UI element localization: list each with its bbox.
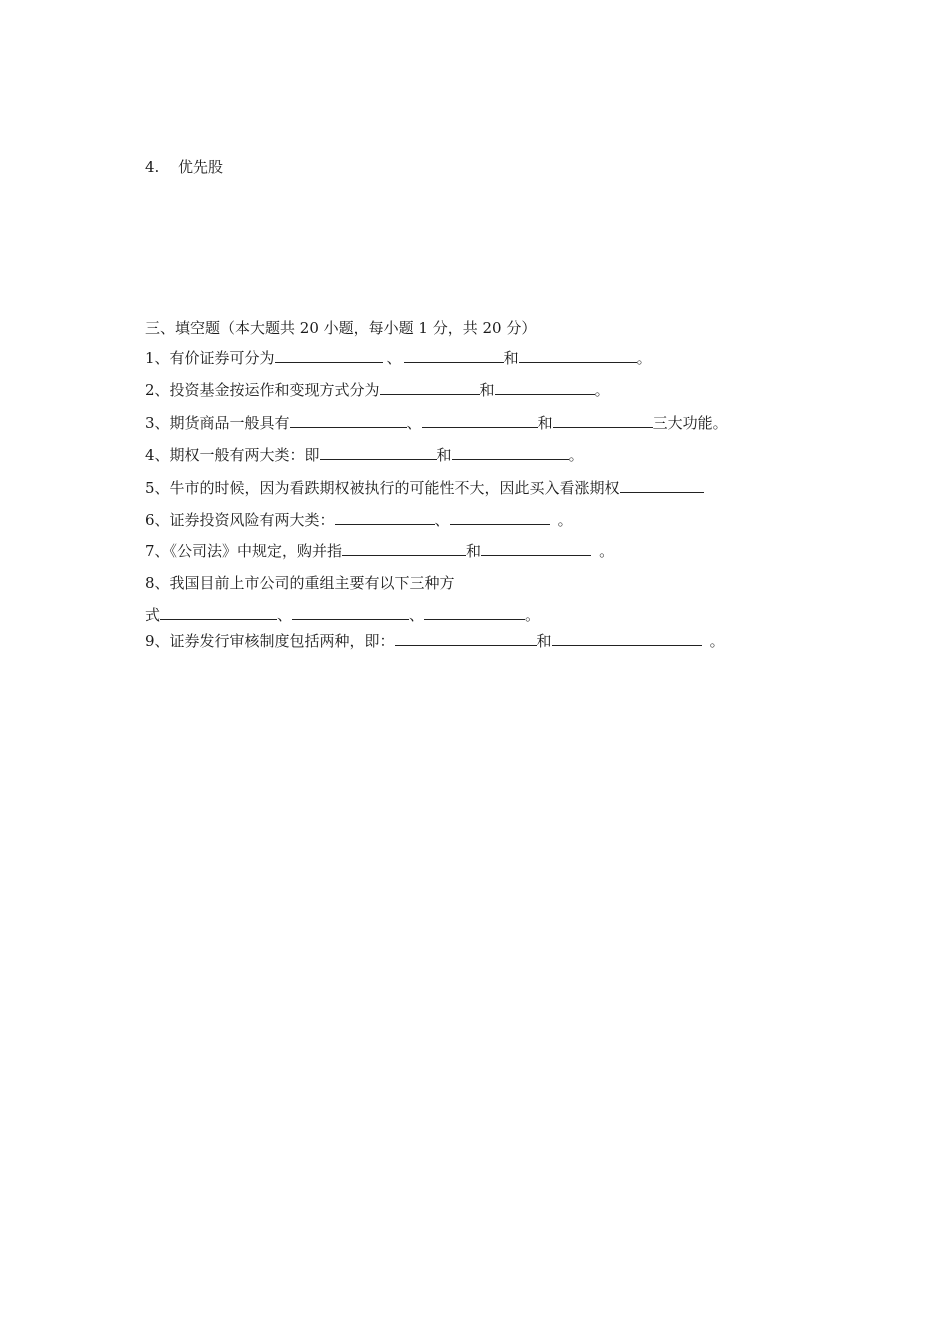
question-text: 1、有价证券可分为 — [145, 349, 275, 367]
question-text: 9、证券发行审核制度包括两种，即： — [145, 632, 395, 650]
separator: 、 — [409, 606, 425, 624]
question-end: 。 — [525, 606, 541, 624]
question-text: 式 — [145, 606, 161, 624]
answer-blank[interactable] — [290, 413, 407, 428]
question-1 — [145, 348, 652, 368]
answer-blank[interactable] — [481, 541, 591, 556]
answer-blank[interactable] — [292, 605, 409, 620]
answer-blank[interactable] — [424, 605, 525, 620]
separator: 和 — [503, 349, 519, 367]
answer-blank[interactable] — [395, 631, 537, 646]
answer-blank[interactable] — [519, 348, 637, 363]
question-text: 4、期权一般有两大类：即 — [145, 446, 320, 464]
question-7 — [145, 541, 614, 561]
separator: 和 — [436, 446, 452, 464]
separator: 和 — [536, 632, 552, 650]
answer-blank[interactable] — [342, 541, 466, 556]
question-end: 。 — [709, 632, 725, 650]
question-9 — [145, 631, 725, 651]
question-3 — [145, 413, 728, 433]
question-text: 2、投资基金按运作和变现方式分为 — [145, 381, 380, 399]
separator: 和 — [466, 542, 482, 560]
answer-blank[interactable] — [160, 605, 277, 620]
separator: 、 — [386, 349, 402, 367]
section-title: 三、填空题（本大题共 20 小题，每小题 1 分，共 20 分） — [145, 319, 537, 337]
answer-blank[interactable] — [553, 413, 653, 428]
question-text: 7、《公司法》中规定，购并指 — [145, 542, 343, 560]
term-item-4 — [145, 157, 223, 177]
separator: 、 — [434, 511, 450, 529]
question-text: 3、期货商品一般具有 — [145, 414, 290, 432]
question-end: 三大功能。 — [652, 414, 728, 432]
question-8-continued — [145, 605, 540, 625]
answer-blank[interactable] — [335, 510, 435, 525]
question-end: 。 — [557, 511, 573, 529]
question-2 — [145, 380, 610, 400]
question-4 — [145, 445, 584, 465]
separator: 和 — [537, 414, 553, 432]
question-end: 。 — [568, 446, 584, 464]
answer-blank[interactable] — [320, 445, 437, 460]
question-6 — [145, 510, 573, 530]
separator: 和 — [479, 381, 495, 399]
answer-blank[interactable] — [450, 510, 550, 525]
question-end: 。 — [599, 542, 615, 560]
question-end: 。 — [636, 349, 652, 367]
question-text: 6、证券投资风险有两大类： — [145, 511, 335, 529]
question-end: 。 — [594, 381, 610, 399]
answer-blank[interactable] — [275, 348, 383, 363]
answer-blank[interactable] — [552, 631, 702, 646]
separator: 、 — [406, 414, 422, 432]
question-8: 8、我国目前上市公司的重组主要有以下三种方 — [145, 574, 455, 592]
answer-blank[interactable] — [495, 380, 595, 395]
item-number: 4. — [145, 158, 160, 176]
answer-blank[interactable] — [404, 348, 504, 363]
item-term: 优先股 — [178, 158, 224, 176]
answer-blank[interactable] — [452, 445, 569, 460]
question-text: 5、牛市的时候，因为看跌期权被执行的可能性不大，因此买入看涨期权 — [145, 479, 620, 497]
question-5 — [145, 478, 704, 498]
answer-blank[interactable] — [422, 413, 538, 428]
separator: 、 — [277, 606, 293, 624]
answer-blank[interactable] — [380, 380, 480, 395]
answer-blank[interactable] — [620, 478, 704, 493]
